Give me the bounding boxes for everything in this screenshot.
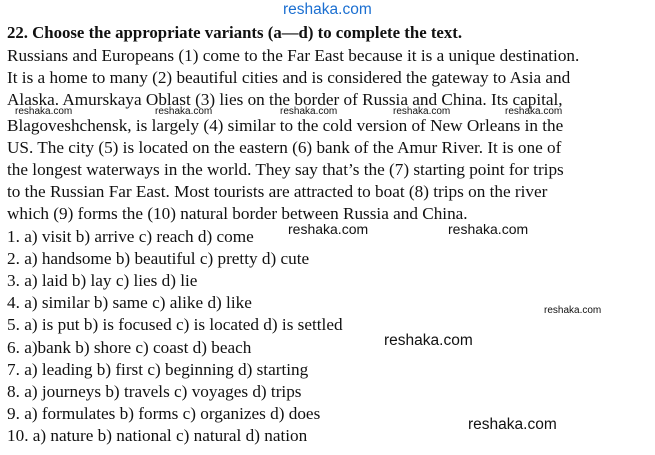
watermark-small: reshaka.com (393, 106, 451, 117)
option-line-1: 1. a) visit b) arrive c) reach d) come (7, 227, 254, 246)
watermark: reshaka.com (288, 221, 369, 237)
option-line-4: 4. a) similar b) same c) alike d) like (7, 293, 252, 312)
watermark-top: reshaka.com (283, 1, 372, 18)
paragraph-line: the longest waterways in the world. They say that’s the (7) starting point for trips (7, 160, 564, 179)
option-line-7: 7. a) leading b) first c) beginning d) starting (7, 360, 309, 379)
watermark-small: reshaka.com (280, 106, 338, 117)
paragraph-line: US. The city (5) is located on the eastern (6) bank of the Amur River. It is one of (7, 138, 562, 157)
watermark: reshaka.com (468, 416, 557, 433)
watermark-small: reshaka.com (505, 106, 563, 117)
paragraph-line: to the Russian Far East. Most tourists are attracted to boat (8) trips on the river (7, 182, 548, 201)
paragraph-line: Russians and Europeans (1) come to the Far East because it is a unique destination. (7, 46, 580, 65)
watermark-small: reshaka.com (15, 106, 73, 117)
option-line-8: 8. a) journeys b) travels c) voyages d) trips (7, 382, 302, 401)
paragraph-line: Blagoveshchensk, is largely (4) similar to the cold version of New Orleans in the (7, 116, 564, 135)
watermark-small: reshaka.com (544, 305, 602, 316)
paragraph-line: which (9) forms the (10) natural border between Russia and China. (7, 204, 468, 223)
watermark-small: reshaka.com (155, 106, 213, 117)
watermark: reshaka.com (448, 221, 529, 237)
option-line-6: 6. a)bank b) shore c) coast d) beach (7, 338, 252, 357)
option-line-10: 10. a) nature b) national c) natural d) nation (7, 426, 308, 445)
option-line-5: 5. a) is put b) is focused c) is located d) is settled (7, 315, 343, 334)
exercise-heading: 22. Choose the appropriate variants (a—d) to complete the text. (7, 23, 463, 42)
option-line-3: 3. a) laid b) lay c) lies d) lie (7, 271, 198, 290)
paragraph-line: Alaska. Amurskaya Oblast (3) lies on the border of Russia and China. Its capital, (7, 90, 563, 109)
paragraph-line: It is a home to many (2) beautiful cities and is considered the gateway to Asia and (7, 68, 571, 87)
option-line-9: 9. a) formulates b) forms c) organizes d) does (7, 404, 321, 423)
option-line-2: 2. a) handsome b) beautiful c) pretty d) cute (7, 249, 310, 268)
watermark: reshaka.com (384, 332, 473, 349)
